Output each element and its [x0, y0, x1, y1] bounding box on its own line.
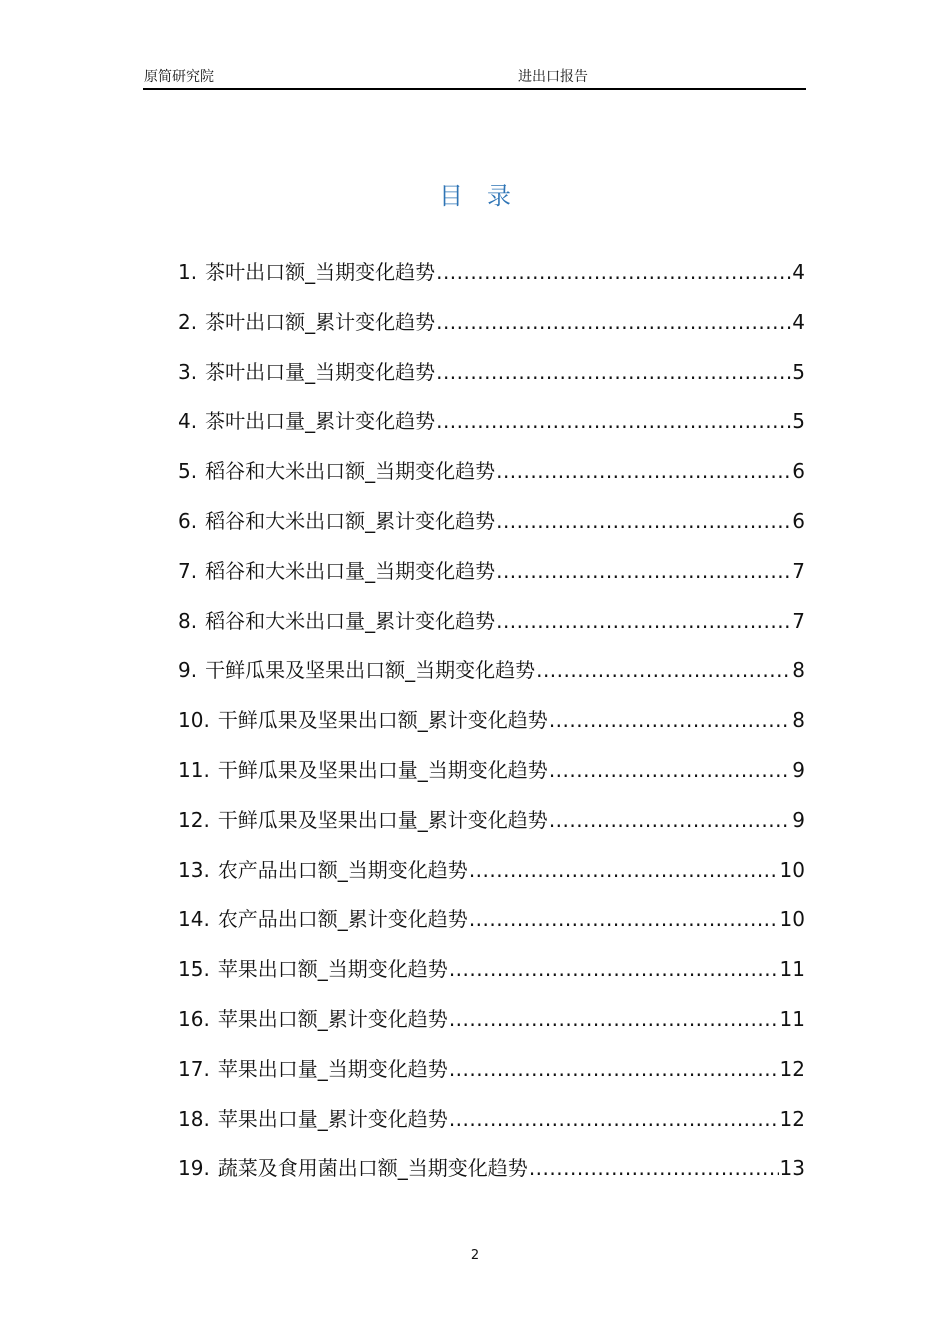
toc-entry-title: 干鲜瓜果及坚果出口额_当期变化趋势: [205, 658, 536, 683]
toc-dot-leader: [496, 456, 791, 486]
toc-entry-number: 17.: [178, 1056, 210, 1081]
header-organization: 原简研究院: [144, 69, 214, 85]
toc-entry[interactable]: [178, 1104, 805, 1154]
toc-entry-page: 11: [779, 957, 805, 982]
toc-entry[interactable]: [178, 506, 805, 556]
toc-entry-number: 2.: [178, 309, 198, 334]
toc-entry-title: 农产品出口额_累计变化趋势: [217, 907, 468, 932]
toc-dot-leader: [436, 257, 791, 287]
toc-dot-leader: [436, 307, 791, 337]
toc-entry-title: 茶叶出口量_当期变化趋势: [205, 359, 436, 384]
toc-dot-leader: [536, 655, 791, 685]
toc-dot-leader: [469, 904, 779, 934]
toc-entry-number: 4.: [178, 409, 198, 434]
toc-dot-leader: [449, 954, 779, 984]
toc-entry-page: 13: [779, 1156, 805, 1181]
toc-entry-page: 6: [792, 459, 805, 484]
toc-entry[interactable]: [178, 556, 805, 606]
toc-entry-title: 茶叶出口额_当期变化趋势: [205, 260, 436, 284]
toc-entry-page: 10: [779, 857, 805, 882]
toc-entry-page: 10: [779, 907, 805, 932]
toc-entry[interactable]: [178, 755, 805, 805]
toc-entry-title: 苹果出口额_当期变化趋势: [217, 957, 448, 982]
toc-title: 目 录: [439, 182, 511, 210]
toc-entry[interactable]: [178, 1004, 805, 1054]
toc-entry[interactable]: [178, 357, 805, 407]
toc-entry[interactable]: [178, 855, 805, 905]
toc-dot-leader: [449, 1004, 779, 1034]
toc-entry-page: 7: [792, 608, 805, 633]
toc-entry-page: 4: [792, 309, 805, 334]
toc-entry[interactable]: [178, 406, 805, 456]
toc-entry-title: 干鲜瓜果及坚果出口量_累计变化趋势: [217, 807, 548, 832]
toc-entry-title: 稻谷和大米出口额_累计变化趋势: [205, 508, 496, 533]
toc-entry-title: 苹果出口量_当期变化趋势: [217, 1056, 448, 1081]
toc-entry-page: 9: [792, 757, 805, 782]
toc-entry-number: 7.: [178, 558, 198, 583]
toc-entry-page: 12: [779, 1106, 805, 1131]
toc-entry-number: 11.: [178, 757, 210, 782]
toc-entry[interactable]: [178, 805, 805, 855]
toc-entry[interactable]: [178, 456, 805, 506]
page-header: [143, 66, 806, 90]
toc-entry-number: 3.: [178, 359, 198, 384]
toc-entry-number: 6.: [178, 508, 198, 533]
table-of-contents: [178, 257, 805, 1203]
toc-entry-page: 11: [779, 1006, 805, 1031]
toc-entry-number: 8.: [178, 608, 198, 633]
toc-entry[interactable]: [178, 1153, 805, 1203]
toc-entry[interactable]: [178, 705, 805, 755]
toc-entry-title: 茶叶出口量_累计变化趋势: [205, 409, 436, 434]
toc-entry-title: 干鲜瓜果及坚果出口量_当期变化趋势: [217, 757, 548, 782]
toc-dot-leader: [469, 855, 779, 885]
toc-entry-number: 1.: [178, 260, 198, 284]
toc-entry-number: 12.: [178, 807, 210, 832]
toc-dot-leader: [549, 705, 791, 735]
toc-entry-page: 7: [792, 558, 805, 583]
toc-entry-page: 8: [792, 658, 805, 683]
toc-entry-page: 9: [792, 807, 805, 832]
toc-entry-title: 茶叶出口额_累计变化趋势: [205, 309, 436, 334]
toc-dot-leader: [449, 1104, 779, 1134]
toc-entry[interactable]: [178, 655, 805, 705]
toc-entry-number: 19.: [178, 1156, 210, 1181]
toc-dot-leader: [436, 357, 791, 387]
toc-entry[interactable]: [178, 606, 805, 656]
toc-entry[interactable]: [178, 1054, 805, 1104]
toc-entry-title: 稻谷和大米出口额_当期变化趋势: [205, 459, 496, 484]
toc-dot-leader: [549, 805, 791, 835]
toc-entry-page: 4: [792, 260, 805, 284]
toc-entry-page: 5: [792, 409, 805, 434]
header-report-title: 进出口报告: [518, 69, 588, 85]
toc-entry-title: 稻谷和大米出口量_当期变化趋势: [205, 558, 496, 583]
toc-entry-page: 6: [792, 508, 805, 533]
toc-entry-title: 苹果出口额_累计变化趋势: [217, 1006, 448, 1031]
toc-dot-leader: [529, 1153, 779, 1183]
toc-entry-page: 8: [792, 708, 805, 733]
toc-dot-leader: [496, 556, 791, 586]
toc-entry-number: 18.: [178, 1106, 210, 1131]
toc-entry-number: 13.: [178, 857, 210, 882]
toc-entry-number: 5.: [178, 459, 198, 484]
toc-dot-leader: [496, 506, 791, 536]
toc-entry-title: 苹果出口量_累计变化趋势: [217, 1106, 448, 1131]
toc-dot-leader: [496, 606, 791, 636]
page-number: 2: [470, 1248, 480, 1263]
toc-entry-title: 农产品出口额_当期变化趋势: [217, 857, 468, 882]
toc-entry[interactable]: [178, 954, 805, 1004]
toc-dot-leader: [449, 1054, 779, 1084]
toc-entry-number: 16.: [178, 1006, 210, 1031]
toc-entry-page: 12: [779, 1056, 805, 1081]
toc-entry-number: 15.: [178, 957, 210, 982]
toc-entry[interactable]: [178, 904, 805, 954]
toc-dot-leader: [549, 755, 791, 785]
toc-entry-page: 5: [792, 359, 805, 384]
toc-entry-number: 10.: [178, 708, 210, 733]
toc-entry-title: 稻谷和大米出口量_累计变化趋势: [205, 608, 496, 633]
toc-entry-title: 干鲜瓜果及坚果出口额_累计变化趋势: [217, 708, 548, 733]
toc-entry-number: 9.: [178, 658, 198, 683]
toc-entry-number: 14.: [178, 907, 210, 932]
toc-dot-leader: [436, 406, 791, 436]
toc-entry[interactable]: [178, 307, 805, 357]
toc-entry[interactable]: [178, 257, 805, 307]
toc-entry-title: 蔬菜及食用菌出口额_当期变化趋势: [217, 1156, 528, 1181]
